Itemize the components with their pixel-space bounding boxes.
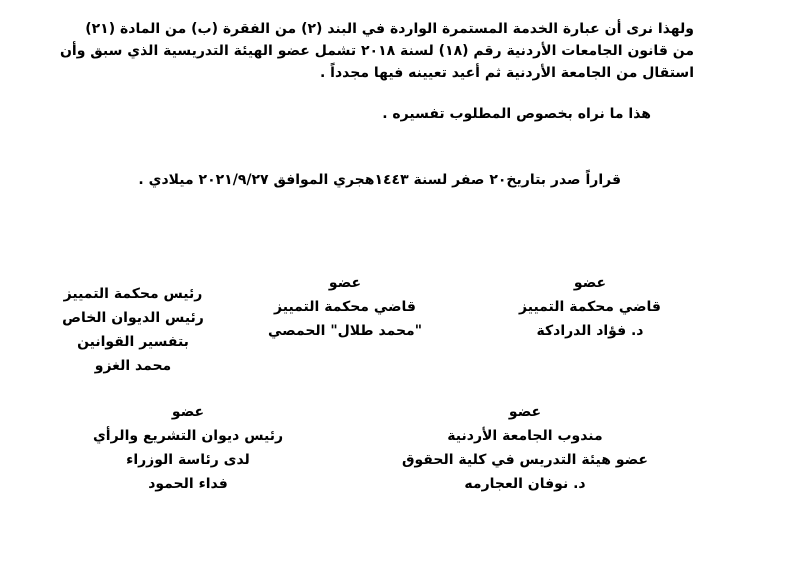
signatory-university-delegate (395, 400, 655, 496)
signatory-role: مندوب الجامعة الأردنية (447, 428, 603, 444)
decision-paragraph (54, 18, 694, 84)
signatory-role: قاضي محكمة التمييز (519, 299, 661, 315)
paragraph-line: استقال من الجامعة الأردنية ثم أعيد تعيينه فيها مجدداً . (319, 65, 694, 81)
signatory-role: رئيس الديوان الخاص (62, 310, 204, 326)
signatory-name: د. فؤاد الدرادكة (536, 323, 644, 339)
signatory-name: محمد الغزو (94, 358, 172, 374)
paragraph-line: من قانون الجامعات الأردنية رقم (١٨) لسنة ٢٠١٨ تشمل عضو الهيئة التدريسية الذي سبق وأن (59, 43, 694, 59)
interpretation-note: هذا ما نراه بخصوص المطلوب تفسيره . (382, 106, 651, 122)
signatory-title: عضو (171, 404, 205, 420)
signatory-court-president (48, 282, 218, 378)
signatory-role: بتفسير القوانين (77, 334, 189, 350)
paragraph-line: ولهذا نرى أن عبارة الخدمة المستمرة الواردة في البند (٢) من الفقرة (ب) من المادة (٢١) (85, 21, 694, 37)
signatory-name: "محمد طلال" الحمصي (267, 323, 423, 339)
signatory-title: عضو (328, 275, 362, 291)
signatory-name: فداء الحمود (148, 476, 228, 492)
signatory-role: لدى رئاسة الوزراء (126, 452, 250, 468)
signatory-title: عضو (573, 275, 607, 291)
signatory-name: د. نوفان العجارمه (464, 476, 586, 492)
signatory-role: رئيس ديوان التشريع والرأي (92, 428, 284, 444)
signatory-role: قاضي محكمة التمييز (274, 299, 416, 315)
signatory-cassation-judge-1 (505, 271, 675, 343)
signatory-cassation-judge-2 (255, 271, 435, 343)
signatory-title: رئيس محكمة التمييز (63, 286, 203, 302)
signatory-title: عضو (508, 404, 542, 420)
signatory-legislation-bureau (78, 400, 298, 496)
decision-date: قراراً صدر بتاريخ٢٠ صفر لسنة ١٤٤٣هجري الموافق ٢٠٢١/٩/٢٧ ميلادي . (138, 172, 621, 188)
signatory-role: عضو هيئة التدريس في كلية الحقوق (401, 452, 648, 468)
